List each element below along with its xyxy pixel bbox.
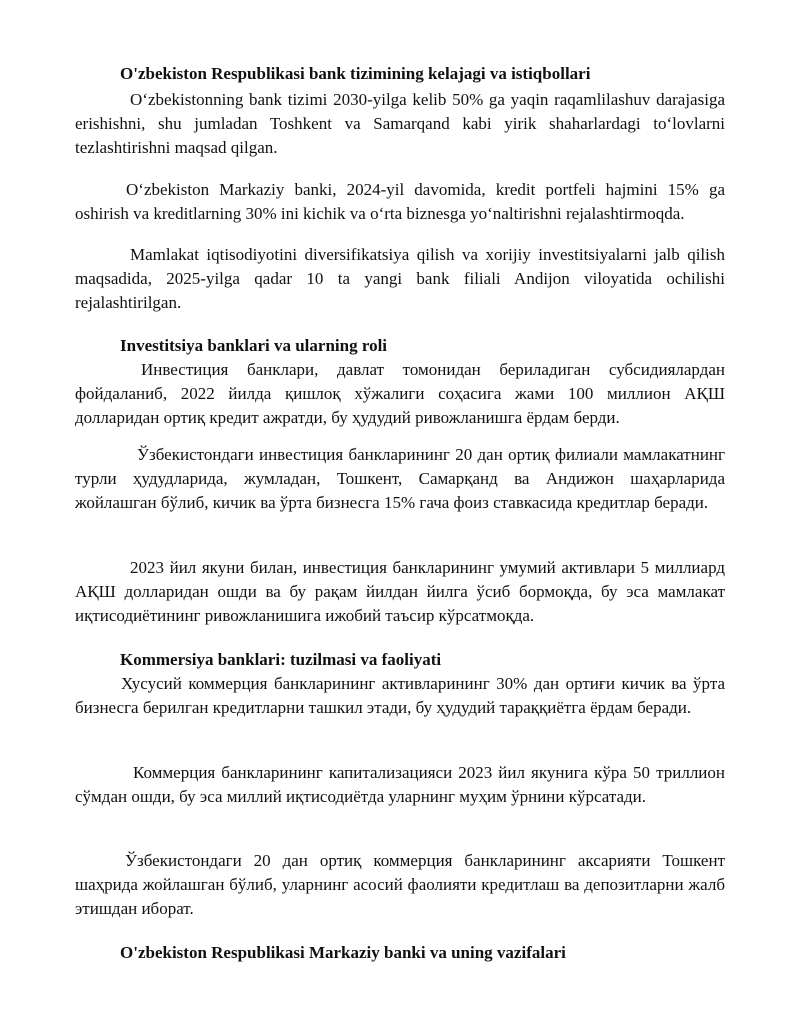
paragraph: O‘zbekiston Markaziy banki, 2024-yil davomida, kredit portfeli hajmini 15% ga oshirish va kreditlarning 30% ini kichik va o‘rta biznesga yo‘naltirishni rejalashtirmoqda. [75,180,725,223]
section-heading: O'zbekiston Respublikasi bank tizimining kelajagi va istiqbollari [120,64,591,83]
paragraph: O‘zbekistonning bank tizimi 2030-yilga kelib 50% ga yaqin raqamlilashuv darajasiga erishishni, shu jumladan Toshkent va Samarqand kabi yirik shaharlardagi to‘lovlarni tezlashtirishni maqsad qilgan. [75,90,725,157]
paragraph: Ўзбекистондаги инвестиция банкларининг 20 дан ортиқ филиали мамлакатнинг турли ҳудудларида, жумладан, Тошкент, Самарқанд ва Андижон шаҳарларида жойлашган бўлиб, кичик ва ўрта бизнесга 15% гача фоиз ставкасида кредитлар беради. [75,445,725,512]
paragraph: Инвестиция банклари, давлат томонидан бериладиган субсидиялардан фойдаланиб, 2022 йилда қишлоқ хўжалиги соҳасига жами 100 миллион АҚШ долларидан ортиқ кредит ажратди, бу ҳудудий ривожланишга ёрдам берди. [75,360,725,427]
paragraph: Хусусий коммерция банкларининг активларининг 30% дан ортиғи кичик ва ўрта бизнесга берилган кредитларни ташкил этади, бу ҳудудий тараққиётга ёрдам беради. [75,674,725,717]
paragraph: Ўзбекистондаги 20 дан ортиқ коммерция банкларининг аксарияти Тошкент шаҳрида жойлашган бўлиб, уларнинг асосий фаолияти кредитлаш ва депозитларни жалб этишдан иборат. [75,851,725,918]
paragraph: 2023 йил якуни билан, инвестиция банкларининг умумий активлари 5 миллиард АҚШ долларидан ошди ва бу рақам йилдан йилга ўсиб бормоқда, бу эса мамлакат иқтисодиётининг ривожланишига ижобий таъсир кўрсатмоқда. [75,558,725,625]
section-heading: Kommersiya banklari: tuzilmasi va faoliyati [120,650,442,669]
paragraph: Mamlakat iqtisodiyotini diversifikatsiya qilish va xorijiy investitsiyalarni jalb qilish maqsadida, 2025-yilga qadar 10 ta yangi bank filiali Andijon viloyatida ochilishi rejalashtirilgan. [75,245,725,312]
paragraph: Коммерция банкларининг капитализацияси 2023 йил якунига кўра 50 триллион сўмдан ошди, бу эса миллий иқтисодиётда уларнинг муҳим ўрнини кўрсатади. [75,763,725,806]
section-heading: O'zbekiston Respublikasi Markaziy banki va uning vazifalari [120,943,566,962]
section-heading: Investitsiya banklari va ularning roli [120,336,388,355]
